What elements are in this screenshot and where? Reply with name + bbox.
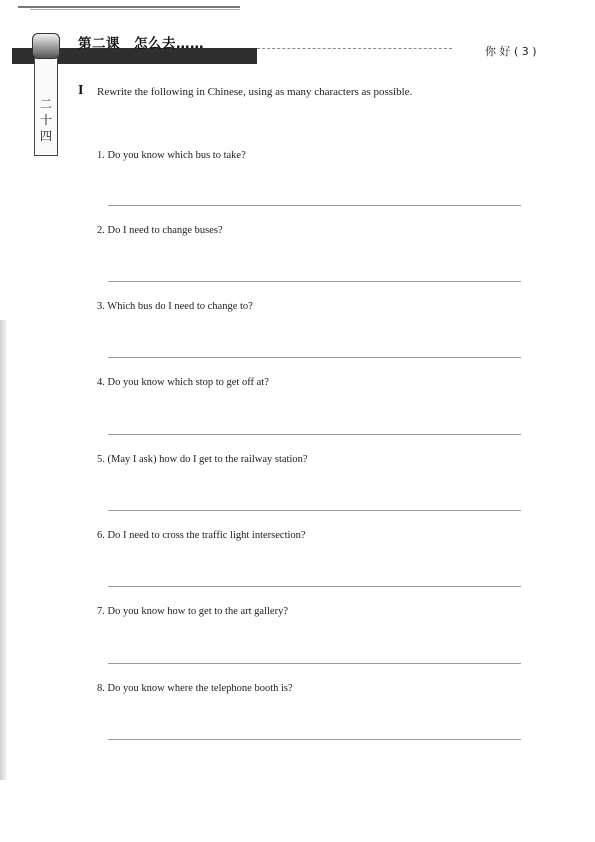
book-reference: 你 好 ( 3 ) bbox=[485, 45, 537, 58]
section-numeral: I bbox=[78, 83, 84, 98]
question-4: 4. Do you know which stop to get off at? bbox=[97, 377, 269, 388]
question-8: 8. Do you know where the telephone booth is? bbox=[97, 683, 293, 694]
tab-button-icon bbox=[32, 33, 60, 59]
page-number bbox=[35, 96, 57, 144]
answer-line-2[interactable] bbox=[108, 281, 521, 282]
answer-line-3[interactable] bbox=[108, 357, 521, 358]
answer-line-7[interactable] bbox=[108, 663, 521, 664]
lesson-title: 第二课 怎么去…… bbox=[78, 36, 204, 52]
page-number-char: 四 bbox=[39, 129, 52, 143]
page-edge-shadow bbox=[0, 320, 7, 780]
question-1: 1. Do you know which bus to take? bbox=[97, 150, 246, 161]
page-number-char: 十 bbox=[39, 113, 52, 127]
question-5: 5. (May I ask) how do I get to the railway station? bbox=[97, 454, 308, 465]
question-6: 6. Do I need to cross the traffic light intersection? bbox=[97, 530, 306, 541]
question-2: 2. Do I need to change buses? bbox=[97, 225, 223, 236]
scan-edge-line bbox=[30, 9, 240, 10]
answer-line-4[interactable] bbox=[108, 434, 521, 435]
header-rule bbox=[257, 48, 452, 49]
exercise-instruction: Rewrite the following in Chinese, using as many characters as possible. bbox=[97, 86, 413, 98]
page-number-char: 二 bbox=[39, 97, 52, 111]
answer-line-6[interactable] bbox=[108, 586, 521, 587]
answer-line-1[interactable] bbox=[108, 205, 521, 206]
answer-line-8[interactable] bbox=[108, 739, 521, 740]
question-7: 7. Do you know how to get to the art gallery? bbox=[97, 606, 288, 617]
answer-line-5[interactable] bbox=[108, 510, 521, 511]
question-3: 3. Which bus do I need to change to? bbox=[97, 301, 253, 312]
scan-edge-line bbox=[18, 6, 240, 8]
side-page-tab bbox=[34, 34, 58, 156]
